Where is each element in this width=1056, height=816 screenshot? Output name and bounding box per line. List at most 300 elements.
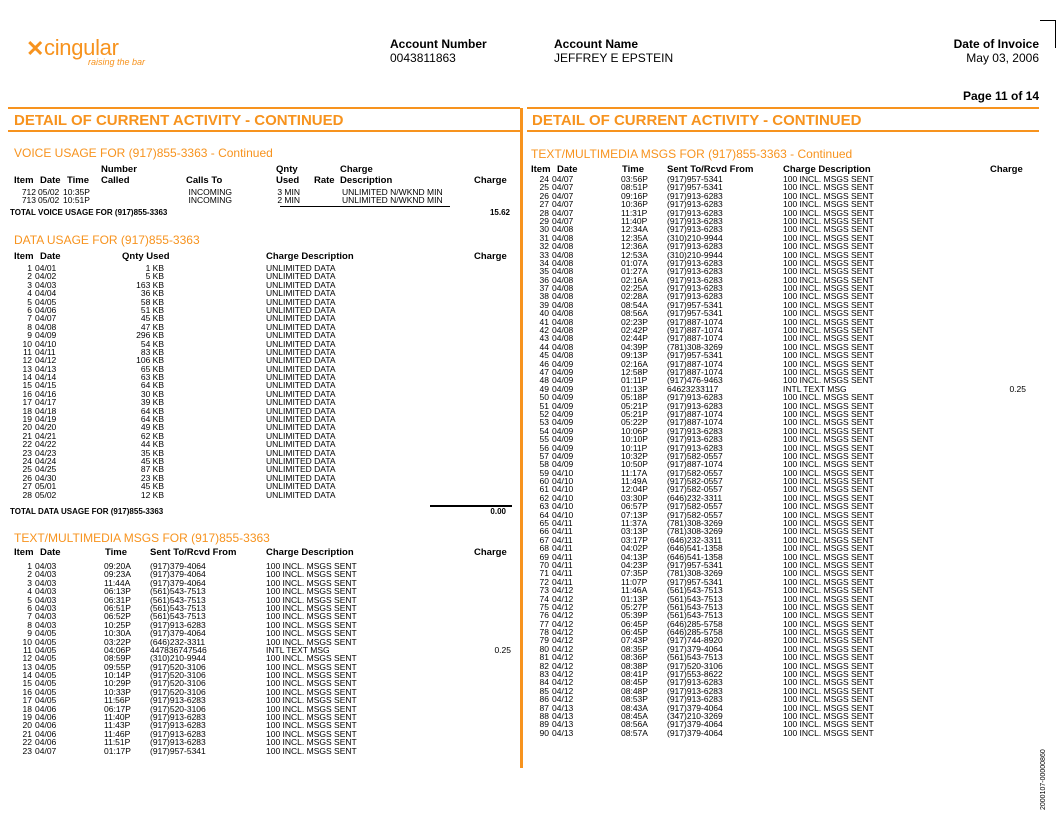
text-header-sent: Sent To/Rcvd From (150, 547, 237, 558)
text-item: 9 (27, 628, 32, 639)
text-desc: 100 INCL. MSGS SENT (783, 182, 874, 193)
invoice-date-block (954, 37, 1039, 65)
data-date: 04/06 (35, 304, 57, 315)
invoice-date-label: Date of Invoice (953, 37, 1039, 51)
data-item: 21 (22, 430, 32, 441)
text-date: 04/05 (35, 686, 57, 697)
text-desc: 100 INCL. MSGS SENT (783, 543, 874, 554)
text-row (0, 292, 1040, 300)
text-item: 46 (539, 358, 549, 369)
text-row (0, 318, 1040, 326)
text-desc: 100 INCL. MSGS SENT (783, 711, 874, 721)
text-row (0, 578, 1040, 586)
text-desc: INTL TEXT MSG (783, 383, 847, 394)
text-item: 86 (539, 694, 549, 705)
data-item: 5 (27, 296, 32, 307)
data-desc: UNLIMITED DATA (266, 355, 336, 366)
text-row (0, 301, 1040, 309)
text-row (0, 410, 1040, 418)
text-item: 39 (539, 299, 549, 310)
text-date: 04/09 (552, 392, 574, 403)
text-desc: 100 INCL. MSGS SENT (266, 695, 357, 706)
text-item: 22 (22, 737, 32, 748)
text-time: 08:45P (621, 677, 648, 688)
text-date: 04/08 (552, 341, 574, 352)
text-date: 04/05 (35, 628, 57, 639)
text-date: 04/11 (552, 568, 573, 579)
text-desc: 100 INCL. MSGS SENT (783, 534, 874, 545)
text-desc: 100 INCL. MSGS SENT (783, 283, 874, 294)
text-time: 04:39P (621, 341, 648, 352)
text-sent: (917)913-6283 (667, 685, 723, 696)
text-time: 07:13P (621, 509, 648, 520)
text-sent: (310)210-9944 (667, 232, 723, 243)
text-sent: (561)543-7513 (150, 602, 206, 613)
text-item: 25 (539, 182, 549, 193)
text-sent: (917)913-6283 (667, 283, 723, 294)
text-date: 04/11 (552, 551, 573, 562)
data-qnty: 64 KB (140, 380, 164, 391)
text-row (0, 502, 1040, 510)
text-item: 5 (27, 594, 32, 605)
text-desc: 100 INCL. MSGS SENT (783, 518, 874, 529)
text-sent: (917)379-4064 (150, 561, 206, 571)
text-sent: (917)913-6283 (667, 677, 723, 688)
data-qnty: 87 KB (140, 464, 164, 475)
text2-header-date: Date (557, 164, 578, 175)
account-number-label: Account Number (390, 37, 487, 51)
voice-header-calls-to: Calls To (186, 175, 223, 186)
text-row (0, 200, 1040, 208)
text-item: 14 (22, 670, 32, 681)
text-row (0, 585, 1040, 597)
text-row (0, 376, 1040, 384)
text-row (0, 645, 1040, 653)
text-desc: 100 INCL. MSGS SENT (783, 660, 874, 671)
data-header-description: Charge Description (266, 251, 354, 262)
text-desc: 100 INCL. MSGS SENT (783, 241, 874, 252)
text-sent: (781)308-3269 (667, 341, 723, 352)
text-header-charge: Charge (474, 547, 507, 558)
text-date: 04/12 (552, 669, 574, 680)
text-sent: (646)541-1358 (667, 543, 723, 554)
data-item: 1 (27, 263, 32, 273)
data-item: 10 (22, 338, 32, 349)
text-date: 04/09 (552, 459, 574, 470)
text-desc: 100 INCL. MSGS SENT (783, 601, 874, 612)
text-row (0, 444, 1040, 452)
text-time: 12:58P (621, 366, 648, 377)
text-sent: (917)913-6283 (150, 737, 206, 748)
text-item: 48 (539, 375, 549, 386)
text-time: 06:57P (621, 501, 648, 512)
text-row (0, 360, 1040, 368)
text-desc: 100 INCL. MSGS SENT (783, 266, 874, 277)
text-desc: 100 INCL. MSGS SENT (783, 400, 874, 411)
text-sent: (917)957-5341 (667, 559, 723, 570)
data-date: 04/07 (35, 313, 57, 324)
text-date: 04/09 (552, 375, 574, 386)
text-time: 11:46P (104, 728, 131, 739)
voice-item: 713 (21, 195, 36, 206)
text-row (0, 175, 1040, 183)
voice-item: 712 (21, 187, 36, 197)
data-item: 20 (22, 422, 32, 433)
text-row (0, 603, 1040, 611)
data-item: 12 (22, 355, 32, 366)
cingular-x-icon: ✕ (26, 36, 45, 61)
voice-calls-to: INCOMING (188, 195, 232, 206)
text-date: 04/11 (552, 576, 573, 587)
text-time: 11:43P (104, 720, 131, 731)
text-date: 04/03 (35, 561, 57, 571)
text-desc: 100 INCL. MSGS SENT (266, 628, 357, 639)
text-sent: (917)887-1074 (667, 408, 723, 419)
text-row (0, 276, 1040, 284)
text-item: 51 (539, 400, 549, 411)
text-date: 04/07 (552, 182, 574, 193)
data-date: 04/10 (35, 338, 57, 349)
text-date: 04/05 (35, 636, 57, 647)
text-date: 04/12 (552, 694, 574, 705)
voice-header-description: Description (340, 175, 393, 186)
brand-tagline: raising the bar (88, 57, 146, 67)
text-charge: 0.25 (1009, 383, 1026, 394)
data-qnty: 39 KB (140, 397, 164, 408)
text-time: 08:53P (621, 694, 648, 705)
text-row (0, 610, 1040, 622)
text-time: 09:13P (621, 350, 648, 361)
text-desc: 100 INCL. MSGS SENT (266, 661, 357, 672)
text-row (0, 402, 1040, 410)
account-name-label: Account Name (554, 37, 639, 51)
text-item: 45 (539, 350, 549, 361)
text-time: 06:17P (104, 703, 131, 714)
data-item: 7 (27, 313, 32, 324)
text-item: 55 (539, 434, 549, 445)
text-sent: 447836747546 (150, 644, 207, 655)
data-desc: UNLIMITED DATA (266, 296, 336, 307)
text-sent: (917)582-0557 (667, 476, 723, 487)
data-item: 2 (27, 271, 32, 282)
data-qnty: 44 KB (140, 439, 164, 450)
voice-header-called: Called (101, 175, 130, 186)
text-row (0, 669, 1040, 681)
text-date: 04/09 (552, 425, 574, 436)
text-time: 10:10P (621, 434, 648, 445)
data-desc: UNLIMITED DATA (266, 464, 336, 475)
text-row (0, 351, 1040, 359)
data-date: 05/02 (35, 489, 57, 500)
text-time: 10:33P (104, 686, 131, 697)
text-sent: (917)957-5341 (667, 350, 723, 361)
text-time: 08:35P (621, 643, 648, 654)
text-desc: 100 INCL. MSGS SENT (783, 593, 874, 604)
text-item: 82 (539, 660, 549, 671)
text-date: 04/03 (35, 586, 57, 597)
text-desc: 100 INCL. MSGS SENT (783, 484, 874, 495)
text-item: 87 (539, 702, 549, 713)
data-qnty: 63 KB (140, 372, 164, 383)
text-date: 04/05 (35, 653, 57, 664)
text-time: 06:45P (621, 618, 648, 629)
voice-qnty: 2 MIN (277, 195, 300, 206)
text-desc: 100 INCL. MSGS SENT (783, 459, 874, 470)
text-item: 30 (539, 224, 549, 235)
data-header-charge: Charge (474, 251, 507, 262)
data-date: 04/17 (35, 397, 57, 408)
data-qnty: 83 KB (140, 346, 164, 357)
invoice-date: May 03, 2006 (966, 51, 1039, 65)
text-sent: (917)913-6283 (667, 199, 723, 210)
text-item: 75 (539, 601, 549, 612)
text-date: 04/08 (552, 241, 574, 252)
right-title-rule (527, 130, 1039, 132)
text-time: 03:13P (621, 526, 648, 537)
text-item: 80 (539, 643, 549, 654)
text-item: 3 (27, 577, 32, 588)
text-desc: 100 INCL. MSGS SENT (783, 366, 874, 377)
text-time: 08:54A (621, 299, 648, 310)
text-date: 04/08 (552, 283, 574, 294)
text-item: 47 (539, 366, 549, 377)
data-date: 04/02 (35, 271, 57, 282)
voice-usage-title: VOICE USAGE FOR (917)855-3363 - Continued (14, 146, 273, 160)
text-desc: 100 INCL. MSGS SENT (266, 636, 357, 647)
account-name: JEFFREY E EPSTEIN (554, 51, 674, 65)
text-date: 04/11 (552, 518, 573, 529)
text-sent: 64623233117 (667, 383, 719, 394)
text-sent: (561)543-7513 (667, 593, 723, 604)
text-date: 04/09 (552, 358, 574, 369)
text-item: 81 (539, 652, 549, 663)
text-date: 04/11 (552, 559, 573, 570)
data-desc: UNLIMITED DATA (266, 388, 336, 399)
text-time: 12:04P (621, 484, 648, 495)
text-time: 01:17P (104, 745, 131, 756)
data-item: 22 (22, 439, 32, 450)
text-date: 04/13 (552, 711, 574, 721)
text-item: 32 (539, 241, 549, 252)
text-row (0, 711, 1040, 723)
text-sent: (917)913-6283 (667, 207, 723, 218)
text-desc: 100 INCL. MSGS SENT (266, 745, 357, 756)
text-item: 53 (539, 417, 549, 428)
text-time: 06:52P (104, 611, 131, 622)
text-sent: (917)957-5341 (667, 299, 723, 310)
text-sent: (917)913-6283 (667, 291, 723, 302)
text-item: 20 (22, 720, 32, 731)
text-sent: (917)913-6283 (667, 392, 723, 403)
text-sent: (917)913-6283 (667, 241, 723, 252)
voice-total-label: TOTAL VOICE USAGE FOR (917)855-3363 (10, 208, 168, 217)
text-item: 19 (22, 712, 32, 723)
text-date: 04/03 (35, 569, 57, 580)
data-qnty: 12 KB (140, 489, 164, 500)
text-header-date: Date (40, 547, 61, 558)
text-date: 04/06 (35, 737, 57, 748)
text-desc: 100 INCL. MSGS SENT (783, 257, 874, 268)
text-time: 06:45P (621, 627, 648, 638)
text-desc: 100 INCL. MSGS SENT (266, 611, 357, 622)
data-item: 16 (22, 388, 32, 399)
data-desc: UNLIMITED DATA (266, 430, 336, 441)
text-desc: 100 INCL. MSGS SENT (783, 685, 874, 696)
text-desc: 100 INCL. MSGS SENT (783, 316, 874, 327)
data-desc: UNLIMITED DATA (266, 380, 336, 391)
text-time: 05:21P (621, 408, 648, 419)
text-row (0, 460, 1040, 468)
text-time: 04:13P (621, 551, 648, 562)
data-desc: UNLIMITED DATA (266, 447, 336, 458)
text-time: 11:31P (621, 207, 648, 218)
text-time: 11:49A (621, 476, 648, 487)
text-date: 04/03 (35, 619, 57, 630)
data-date: 04/05 (35, 296, 57, 307)
voice-header-time: Time (67, 175, 90, 186)
text2-header-time: Time (622, 164, 645, 175)
data-item: 11 (23, 346, 32, 357)
text-desc: 100 INCL. MSGS SENT (783, 232, 874, 243)
data-desc: UNLIMITED DATA (266, 288, 336, 299)
text-item: 42 (539, 325, 549, 336)
text-desc: 100 INCL. MSGS SENT (783, 224, 874, 235)
data-item: 4 (27, 288, 32, 299)
data-desc: UNLIMITED DATA (266, 489, 336, 500)
text-sent: (917)520-3106 (667, 660, 723, 671)
data-date: 04/25 (35, 464, 57, 475)
data-qnty: 45 KB (140, 481, 164, 492)
text-item: 33 (539, 249, 549, 260)
text-item: 70 (539, 559, 549, 570)
voice-date: 05/02 (38, 187, 60, 197)
text-desc: 100 INCL. MSGS SENT (783, 325, 874, 336)
data-total-label: TOTAL DATA USAGE FOR (917)855-3363 (10, 507, 164, 516)
text-item: 71 (539, 568, 549, 579)
voice-total-amount: 15.62 (489, 208, 510, 217)
text-item: 11 (23, 644, 32, 655)
text-row (0, 511, 1040, 519)
text-header-description: Charge Description (266, 547, 354, 558)
data-date: 05/01 (35, 481, 57, 492)
text-desc: 100 INCL. MSGS SENT (783, 652, 874, 663)
text-desc: 100 INCL. MSGS SENT (783, 618, 874, 629)
voice-header-date: Date (40, 175, 61, 186)
section-title-left: DETAIL OF CURRENT ACTIVITY - CONTINUED (14, 112, 344, 129)
text-date: 04/06 (35, 703, 57, 714)
text-row (0, 452, 1040, 460)
data-desc: UNLIMITED DATA (266, 405, 336, 416)
text-row (0, 553, 1040, 561)
text-desc: 100 INCL. MSGS SENT (783, 274, 874, 285)
text-date: 04/03 (35, 577, 57, 588)
text-desc: 100 INCL. MSGS SENT (266, 577, 357, 588)
text-item: 63 (539, 501, 549, 512)
text-item: 37 (539, 283, 549, 294)
text-desc: 100 INCL. MSGS SENT (783, 635, 874, 646)
text-date: 04/06 (35, 728, 57, 739)
text-time: 07:35P (621, 568, 648, 579)
text-time: 09:23A (104, 569, 131, 580)
text-time: 08:56A (621, 719, 648, 730)
text-item: 2 (27, 569, 32, 580)
text-time: 09:16P (621, 190, 648, 201)
text-sent: (917)520-3106 (150, 686, 206, 697)
text-time: 02:42P (621, 325, 648, 336)
data-usage-title: DATA USAGE FOR (917)855-3363 (14, 233, 200, 247)
text-time: 01:13P (621, 383, 648, 394)
text-desc: 100 INCL. MSGS SENT (783, 417, 874, 428)
text-row (0, 242, 1040, 250)
text-sent: (917)887-1074 (667, 325, 723, 336)
text-date: 04/10 (552, 501, 574, 512)
text-sent: (917)957-5341 (667, 308, 723, 319)
text-item: 40 (539, 308, 549, 319)
text-time: 11:44A (104, 577, 131, 588)
text-item: 34 (539, 257, 549, 268)
text-time: 12:35A (621, 232, 648, 243)
text-time: 10:25P (104, 619, 131, 630)
text-item: 21 (22, 728, 32, 739)
data-qnty: 58 KB (140, 296, 164, 307)
text-sent: (917)913-6283 (150, 712, 206, 723)
text-row (0, 326, 1040, 334)
text-item: 15 (22, 678, 32, 689)
data-item: 14 (22, 372, 32, 383)
data-item: 23 (22, 447, 32, 458)
text-item: 7 (27, 611, 32, 622)
text-sent: (310)210-9944 (667, 249, 723, 260)
text-desc: 100 INCL. MSGS SENT (783, 643, 874, 654)
text-time: 08:48P (621, 685, 648, 696)
data-desc: UNLIMITED DATA (266, 397, 336, 408)
text-sent: (781)308-3269 (667, 518, 723, 529)
data-qnty: 106 KB (136, 355, 164, 366)
text-date: 04/12 (552, 601, 574, 612)
text-sent: (646)541-1358 (667, 551, 723, 562)
text-item: 23 (22, 745, 32, 756)
text-row (0, 536, 1040, 544)
data-date: 04/08 (35, 321, 57, 332)
data-item: 19 (22, 414, 32, 425)
text-date: 04/05 (35, 678, 57, 689)
data-date: 04/24 (35, 455, 57, 466)
text-sent: (917)582-0557 (667, 501, 723, 512)
text-row (0, 568, 1040, 580)
text-row (0, 719, 1040, 731)
text-desc: 100 INCL. MSGS SENT (783, 199, 874, 210)
text-time: 10:32P (621, 450, 648, 461)
text-date: 04/08 (552, 257, 574, 268)
text-date: 04/12 (552, 685, 574, 696)
text-item: 84 (539, 677, 549, 688)
data-qnty: 62 KB (140, 430, 164, 441)
account-number: 0043811863 (390, 51, 456, 65)
data-qnty: 5 KB (145, 271, 164, 282)
voice-header-charge: Charge (474, 175, 507, 186)
text-sent: (646)285-5758 (667, 627, 723, 638)
text-sent: (917)582-0557 (667, 484, 723, 495)
text-row (0, 595, 1040, 603)
data-date: 04/21 (35, 430, 57, 441)
text-time: 10:29P (104, 678, 131, 689)
text-date: 04/08 (552, 350, 574, 361)
text-desc: 100 INCL. MSGS SENT (783, 249, 874, 260)
text-row (0, 485, 1040, 493)
text-item: 54 (539, 425, 549, 436)
text-date: 04/12 (552, 593, 574, 604)
text-desc: 100 INCL. MSGS SENT (266, 720, 357, 731)
